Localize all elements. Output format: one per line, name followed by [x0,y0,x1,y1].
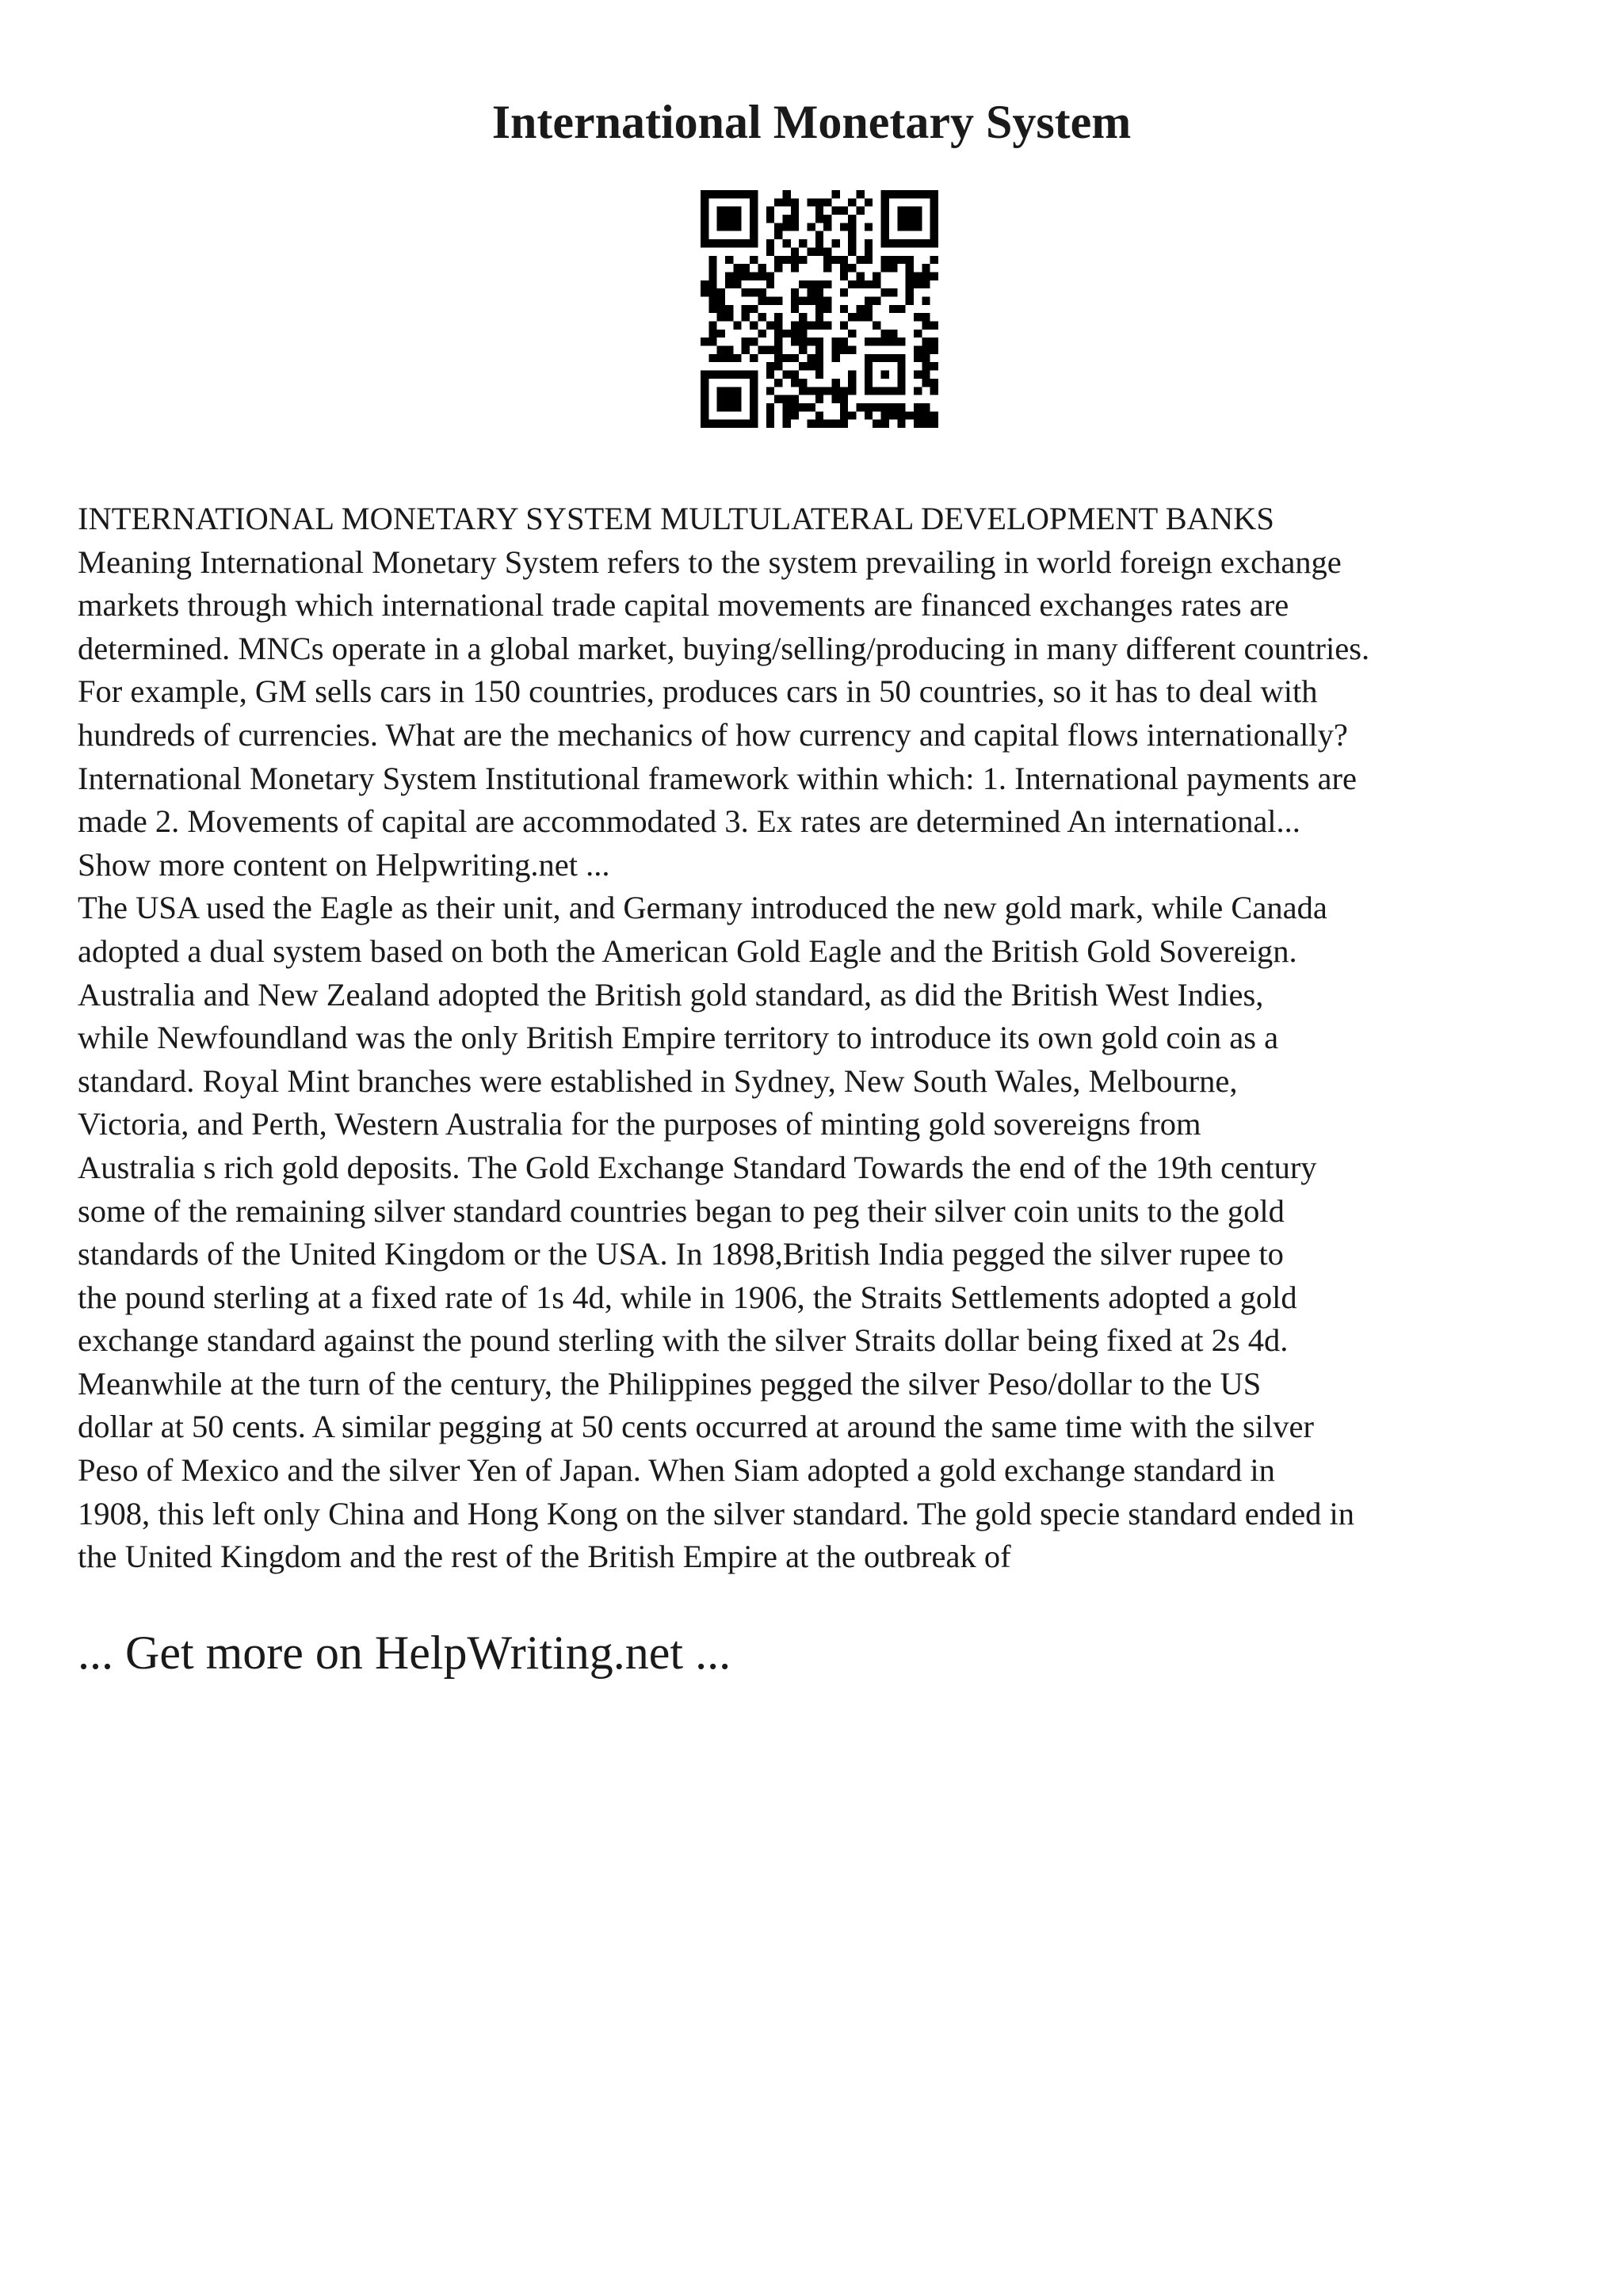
intro-paragraph: INTERNATIONAL MONETARY SYSTEM MULTULATERAL DEVELOPMENT BANKS Meaning International Monetary System refers to the system prevailing in world foreign exchange markets through which international trade capital movements are financed exchanges rates are determined. MNCs operate in a global market, buying/selling/producing in many different countries. For example, GM sells cars in 150 countries, produces cars in 50 countries, so it has to deal with hundreds of currencies. What are the mechanics of how currency and capital flows internationally? International Monetary System Institutional framework within which: 1. International payments are made 2. Movements of capital are accommodated 3. Ex rates are determined An international... Show more content on Helpwriting.net ... [78,501,1370,883]
document-body [78,498,1568,1579]
get-more-link[interactable]: ... Get more on HelpWriting.net ... [78,1627,731,1679]
qr-code-icon[interactable] [701,190,938,428]
main-paragraph: The USA used the Eagle as their unit, and Germany introduced the new gold mark, while Canada adopted a dual system based on both the American Gold Eagle and the British Gold Sovereign. Australia and New Zealand adopted the British gold standard, as did the British West Indies, while Newfoundland was the only British Empire territory to introduce its own gold coin as a standard. Royal Mint branches were established in Sydney, New South Wales, Melbourne, Victoria, and Perth, Western Australia for the purposes of minting gold sovereigns from Australia s rich gold deposits. The Gold Exchange Standard Towards the end of the 19th century some of the remaining silver standard countries began to peg their silver coin units to the gold standards of the United Kingdom or the USA. In 1898,British India pegged the silver rupee to the pound sterling at a fixed rate of 1s 4d, while in 1906, the Straits Settlements adopted a gold exchange standard against the pound sterling with the silver Straits dollar being fixed at 2s 4d. Meanwhile at the turn of the century, the Philippines pegged the silver Peso/dollar to the US dollar at 50 cents. A similar pegging at 50 cents occurred at around the same time with the silver Peso of Mexico and the silver Yen of Japan. When Siam adopted a gold exchange standard in 1908, this left only China and Hong Kong on the silver standard. The gold specie standard ended in the United Kingdom and the rest of the British Empire at the outbreak of [78,890,1355,1575]
document-title: International Monetary System [491,96,1132,148]
